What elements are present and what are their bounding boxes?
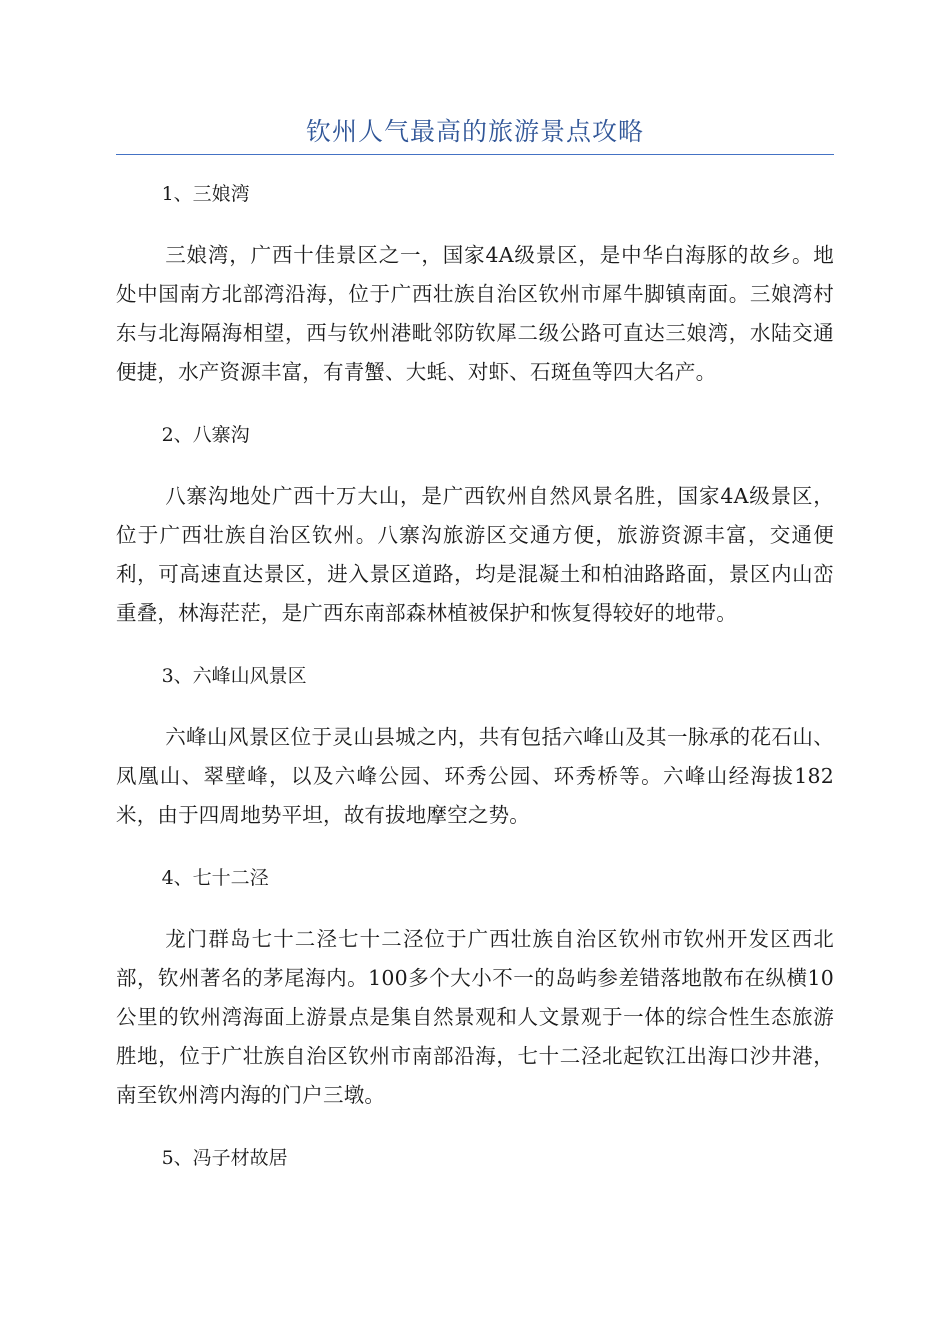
section-paragraph: 龙门群岛七十二泾七十二泾位于广西壮族自治区钦州市钦州开发区西北部，钦州著名的茅尾海内。100多个大小不一的岛屿参差错落地散布在纵横10公里的钦州湾海面上游景点是集自然景观和人文景观于一体的综合性生态旅游胜地，位于广壮族自治区钦州市南部沿海，七十二泾北起钦江出海口沙井港，南至钦州湾内海的门户三墩。 <box>116 927 834 1107</box>
section-heading: 2、八寨沟 <box>161 424 250 446</box>
section-bazhaigou <box>116 415 834 633</box>
section-heading: 1、三娘湾 <box>161 183 250 205</box>
section-sanniangwan <box>116 174 834 392</box>
section-liufengshan <box>116 656 834 835</box>
section-paragraph: 三娘湾，广西十佳景区之一，国家4A级景区，是中华白海豚的故乡。地处中国南方北部湾沿海，位于广西壮族自治区钦州市犀牛脚镇南面。三娘湾村东与北海隔海相望，西与钦州港毗邻防钦犀二级公路可直达三娘湾，水陆交通便捷，水产资源丰富，有青蟹、大蚝、对虾、石斑鱼等四大名产。 <box>116 243 834 384</box>
section-heading: 4、七十二泾 <box>161 867 269 889</box>
section-paragraph: 八寨沟地处广西十万大山，是广西钦州自然风景名胜，国家4A级景区，位于广西壮族自治区钦州。八寨沟旅游区交通方便，旅游资源丰富，交通便利，可高速直达景区，进入景区道路，均是混凝土和柏油路路面，景区内山峦重叠，林海茫茫，是广西东南部森林植被保护和恢复得较好的地带。 <box>116 484 834 625</box>
section-heading: 5、冯子材故居 <box>161 1147 288 1169</box>
section-fengzicai-residence <box>116 1138 834 1178</box>
section-heading: 3、六峰山风景区 <box>161 665 307 687</box>
section-paragraph: 六峰山风景区位于灵山县城之内，共有包括六峰山及其一脉承的花石山、凤凰山、翠壁峰，以及六峰公园、环秀公园、环秀桥等。六峰山经海拔182米，由于四周地势平坦，故有拔地摩空之势。 <box>116 725 834 827</box>
title-underline <box>116 154 834 155</box>
section-qishierjing <box>116 858 834 1115</box>
document-title: 钦州人气最高的旅游景点攻略 <box>305 117 644 146</box>
document-body <box>116 174 834 1200</box>
